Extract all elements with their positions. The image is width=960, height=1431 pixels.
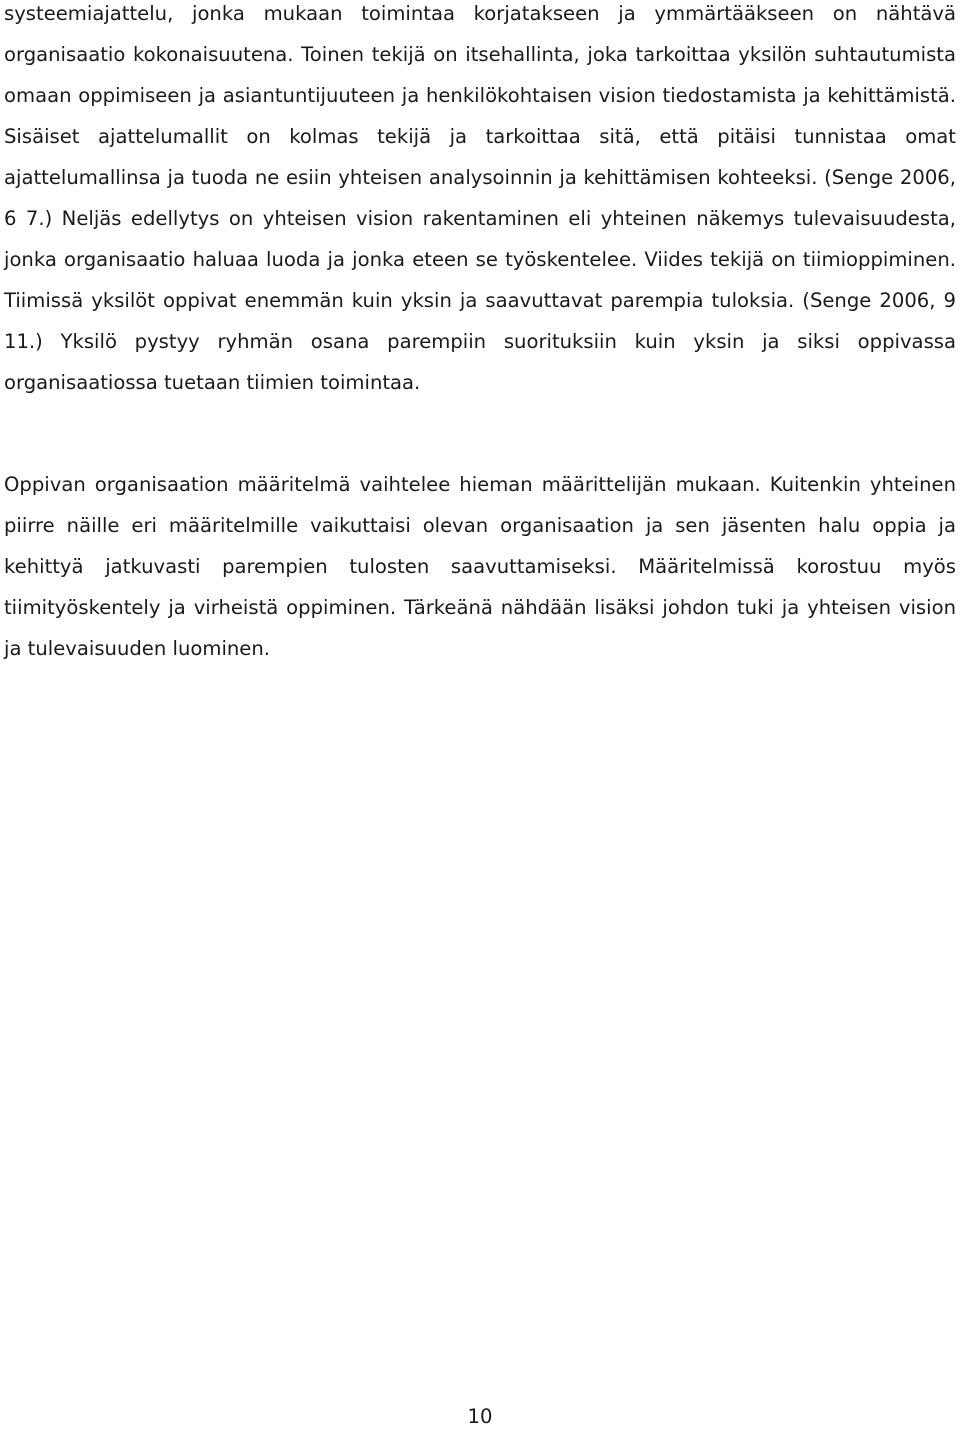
document-page [4,0,956,669]
body-paragraph-learning-organization-definition: Oppivan organisaation määritelmä vaihtelee hieman määrittelijän mukaan. Kuitenkin yhteinen piirre näille eri määritelmille vaikuttaisi olevan organisaation ja sen jäsenten halu oppia ja kehittyä jatkuvasti parempien tulosten saavuttamiseksi. Määritelmissä korostuu myös tiimityöskentely ja virheistä oppiminen. Tärkeänä nähdään lisäksi johdon tuki ja yhteisen vision ja tulevaisuuden luominen. [4,473,956,660]
page-number: 10 [467,1405,493,1428]
body-paragraph-systems-thinking: systeemiajattelu, jonka mukaan toimintaa korjatakseen ja ymmärtääkseen on nähtävä organisaatio kokonaisuutena. Toinen tekijä on itsehallinta, joka tarkoittaa yksilön suhtautumista omaan oppimiseen ja asiantuntijuuteen ja henkilökohtaisen vision tiedostamista ja kehittämistä. Sisäiset ajattelumallit on kolmas tekijä ja tarkoittaa sitä, että pitäisi tunnistaa omat ajattelumallinsa ja tuoda ne esiin yhteisen analysoinnin ja kehittämisen kohteeksi. (Senge 2006, 6 7.) Neljäs edellytys on yhteisen vision rakentaminen eli yhteinen näkemys tulevaisuudesta, jonka organisaatio haluaa luoda ja jonka eteen se työskentelee. Viides tekijä on tiimioppiminen. Tiimissä yksilöt oppivat enemmän kuin yksin ja saavuttavat parempia tuloksia. (Senge 2006, 9 11.) Yksilö pystyy ryhmän osana parempiin suorituksiin kuin yksin ja siksi oppivassa organisaatiossa tuetaan tiimien toimintaa. [4,2,956,394]
